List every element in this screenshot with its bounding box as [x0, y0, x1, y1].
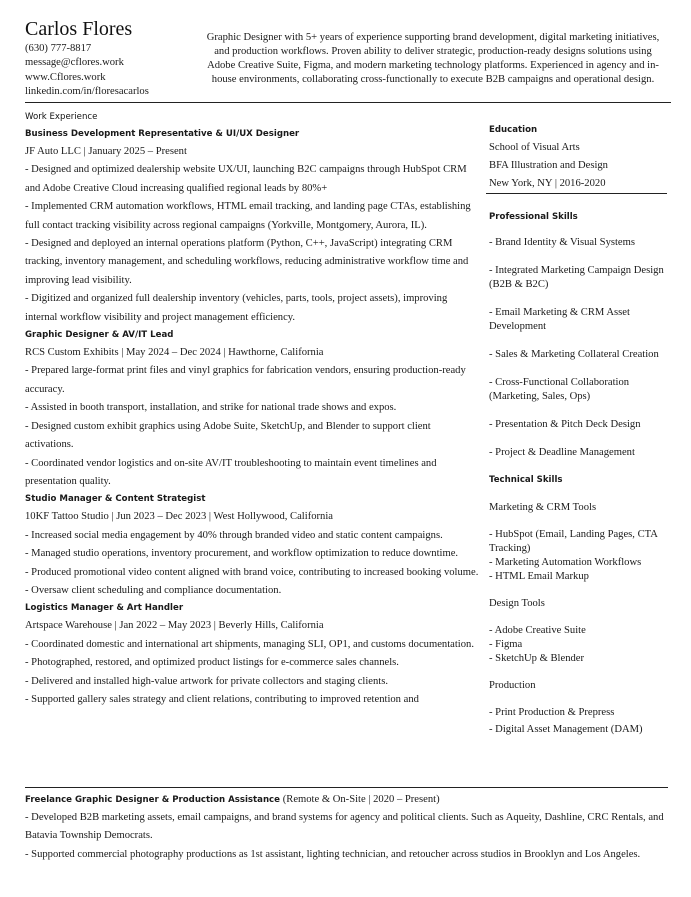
email-link[interactable]: message@cflores.work	[25, 57, 124, 69]
work-experience-heading: Work Experience	[25, 112, 98, 122]
job-bullet: - Prepared large-format print files and vinyl graphics for fabrication vendors, ensuring production-ready accuracy.	[25, 365, 466, 395]
header-divider	[25, 102, 671, 103]
skill-item: - Brand Identity & Visual Systems	[489, 237, 635, 248]
job-meta: Artspace Warehouse | Jan 2022 – May 2023 | Beverly Hills, California	[25, 620, 324, 632]
professional-summary: Graphic Designer with 5+ years of experience supporting brand development, digital marketing initiatives, and production workflows. Proven ability to deliver strategic, production-ready designs solutions using Adobe Creative Suite, Figma, and modern marketing technology platforms. Experienced in agency and in-house environments, collaborating cross-functionally to execute B2B campaigns and operational design.	[206, 32, 660, 85]
skill-item: - SketchUp & Blender	[489, 653, 585, 664]
contact-block	[25, 42, 149, 99]
freelance-heading	[25, 791, 671, 809]
skill-item: - Marketing Automation Workflows	[489, 557, 642, 568]
education-section	[489, 122, 669, 193]
skill-group-name: Design Tools	[489, 598, 545, 609]
job-bullet: - Designed custom exhibit graphics using Adobe Suite, SketchUp, and Blender to support client activations.	[25, 420, 431, 451]
professional-skills-heading: Professional Skills	[489, 212, 578, 222]
skill-item: - Figma	[489, 639, 523, 650]
skill-group-name: Marketing & CRM Tools	[489, 502, 597, 513]
job-title: Business Development Representative & UI/UX Designer	[25, 129, 300, 139]
resume-header	[25, 18, 671, 98]
skill-item: - Cross-Functional Collaboration (Marketing, Sales, Ops)	[489, 377, 630, 402]
freelance-divider	[25, 787, 668, 788]
job-bullet: - Delivered and installed high-value artwork for private collectors and staging clients.	[25, 675, 389, 687]
education-divider	[486, 193, 667, 194]
job-meta: RCS Custom Exhibits | May 2024 – Dec 2024 | Hawthorne, California	[25, 347, 324, 359]
linkedin-link[interactable]: linkedin.com/in/floresacarlos	[25, 85, 149, 97]
freelance-bullet: - Supported commercial photography productions as 1st assistant, lighting technician, and retoucher across studios in Brooklyn and Los Angeles.	[25, 848, 641, 860]
website-link[interactable]: www.Cflores.work	[25, 71, 106, 83]
technical-skills-heading: Technical Skills	[489, 475, 563, 485]
skill-item: - HubSpot (Email, Landing Pages, CTA Tracking)	[489, 529, 658, 554]
work-experience-section	[25, 109, 480, 709]
job-title: Studio Manager & Content Strategist	[25, 494, 206, 505]
skill-item: - Print Production & Prepress	[489, 707, 615, 718]
phone-number[interactable]: (630) 777-8817	[25, 43, 92, 54]
job-entry	[25, 327, 480, 491]
job-entry	[25, 491, 480, 600]
skill-item: - Adobe Creative Suite	[489, 625, 586, 636]
job-bullet: - Coordinated vendor logistics and on-site AV/IT troubleshooting to maintain event timelines and presentation quality.	[25, 457, 437, 487]
job-entry	[25, 600, 480, 709]
freelance-section	[25, 791, 671, 864]
skill-item: - Project & Deadline Management	[489, 447, 635, 458]
job-bullet: - Supported gallery sales strategy and client relations, contributing to improved retention and	[25, 693, 419, 705]
skill-group-name: Production	[489, 680, 536, 691]
skill-item: - Sales & Marketing Collateral Creation	[489, 349, 659, 360]
job-bullet: - Coordinated domestic and international art shipments, managing SLI, OP1, and customs documentation.	[25, 638, 474, 650]
freelance-title: Freelance Graphic Designer & Production Assistance	[25, 795, 280, 805]
job-meta: JF Auto LLC | January 2025 – Present	[25, 146, 187, 157]
job-bullet: - Implemented CRM automation workflows, HTML email tracking, and landing page CTAs, establishing full contact tracking visibility across regional campaigns (Yorkville, Montgomery, Aurora, IL).	[25, 201, 471, 231]
job-bullet: - Produced promotional video content aligned with brand voice, contributing to increased booking volume.	[25, 566, 479, 578]
job-bullet: - Assisted in booth transport, installation, and strike for national trade shows and expos.	[25, 402, 397, 414]
professional-skills-section	[489, 209, 669, 460]
education-heading: Education	[489, 125, 538, 135]
job-bullet: - Increased social media engagement by 40% through branded video and static content campaigns.	[25, 529, 443, 541]
degree: BFA Illustration and Design	[489, 160, 608, 171]
job-meta: 10KF Tattoo Studio | Jun 2023 – Dec 2023 | West Hollywood, California	[25, 511, 333, 523]
sidebar-column	[489, 122, 669, 737]
job-title: Logistics Manager & Art Handler	[25, 603, 184, 614]
job-bullet: - Managed studio operations, inventory procurement, and workflow optimization to reduce downtime.	[25, 548, 459, 560]
job-title: Graphic Designer & AV/IT Lead	[25, 330, 174, 341]
skill-item: - HTML Email Markup	[489, 571, 589, 582]
freelance-bullet: - Developed B2B marketing assets, email campaigns, and brand systems for agency and political clients. Such as Aqueity, Dashline, CRC Rentals, and Batavia Township Democrats.	[25, 812, 664, 842]
job-bullet: - Designed and deployed an internal operations platform (Python, C++, JavaScript) integrating CRM tracking, inventory management, and scheduling workflows, reducing administrative workflow time and improving lead visibility.	[25, 238, 469, 286]
school-name: School of Visual Arts	[489, 142, 580, 153]
job-bullet: - Oversaw client scheduling and compliance documentation.	[25, 584, 282, 596]
skill-item: - Digital Asset Management (DAM)	[489, 724, 643, 735]
technical-skills-section	[489, 472, 669, 737]
skill-item: - Presentation & Pitch Deck Design	[489, 419, 641, 430]
candidate-name: Carlos Flores	[25, 18, 133, 40]
job-bullet: - Photographed, restored, and optimized product listings for e-commerce sales channels.	[25, 657, 399, 669]
freelance-note: (Remote & On-Site | 2020 – Present)	[282, 794, 440, 805]
job-bullet: - Digitized and organized full dealership inventory (vehicles, parts, tools, project assets), improving internal workflow visibility and project management efficiency.	[25, 293, 448, 323]
education-location-dates: New York, NY | 2016-2020	[489, 178, 606, 189]
job-entry	[25, 126, 480, 327]
skill-item: - Integrated Marketing Campaign Design (B2B & B2C)	[489, 265, 664, 290]
skill-item: - Email Marketing & CRM Asset Development	[489, 307, 630, 332]
job-bullet: - Designed and optimized dealership website UX/UI, launching B2C campaigns through HubSpot CRM and Adobe Creative Cloud increasing qualified regional leads by 80%+	[25, 164, 467, 194]
